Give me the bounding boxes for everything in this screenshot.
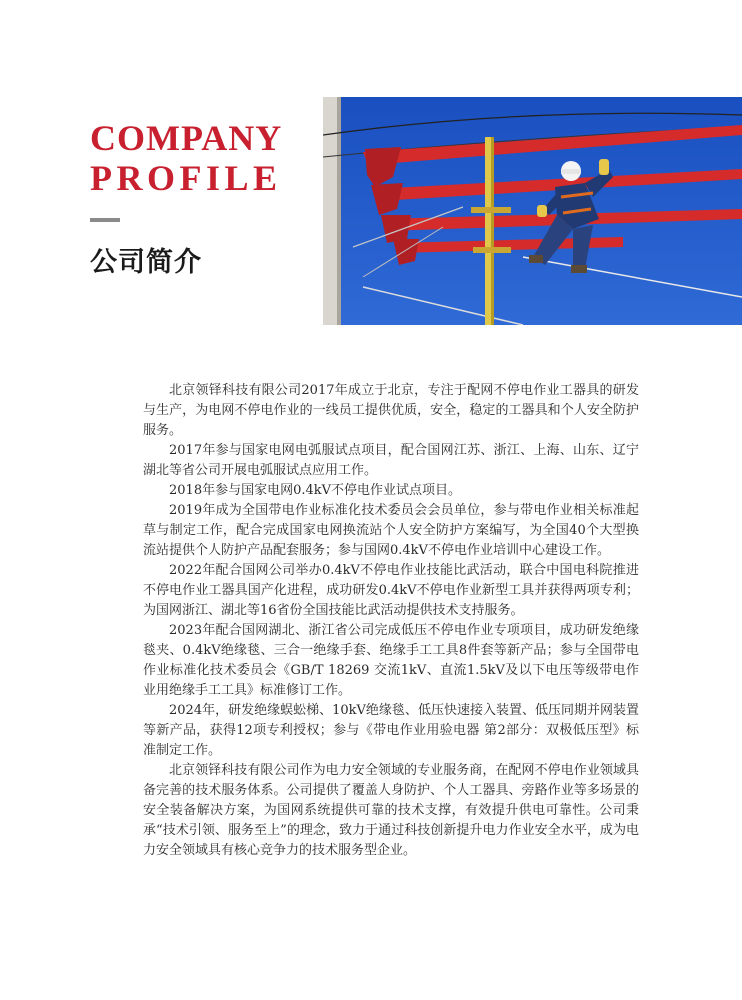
page-subtitle: 公司简介 <box>90 247 202 278</box>
concrete-pole <box>323 97 337 325</box>
title-divider <box>90 218 120 222</box>
paragraph: 2023年配合国网湖北、浙江省公司完成低压不停电作业专项项目，成功研发绝缘毯夹、0.4kV绝缘毯、三合一绝缘手套、绝缘手工工具8件套等新产品；参与全国带电作业标准化技术委员会《GB/T 18269 交流1kV、直流1.5kV及以下电压等级带电作业用绝缘手工工具》标准修订工作。 <box>143 623 639 698</box>
paragraph: 2017年参与国家电网电弧服试点项目，配合国网江苏、浙江、上海、山东、辽宁湖北等省公司开展电弧服试点应用工作。 <box>143 443 639 478</box>
title-company: COMPANY <box>90 118 283 158</box>
paragraph: 2022年配合国网公司举办0.4kV不停电作业技能比武活动，联合中国电科院推进不停电作业工器具国产化进程，成功研发0.4kV不停电作业新型工具并获得两项专利；为国网浙江、湖北等16省份全国技能比武活动提供技术支持服务。 <box>143 563 639 618</box>
title-block <box>90 118 282 279</box>
paragraph: 2019年成为全国带电作业标准化技术委员会会员单位，参与带电作业相关标准起草与制定工作，配合完成国家电网换流站个人安全防护方案编写，为全国40个大型换流站提供个人防护产品配套服务；参与国网0.4kV不停电作业培训中心建设工作。 <box>143 503 639 558</box>
paragraph: 北京领铎科技有限公司2017年成立于北京，专注于配网不停电作业工器具的研发与生产，为电网不停电作业的一线员工提供优质，安全，稳定的工器具和个人安全防护服务。 <box>143 383 639 438</box>
paragraph: 2024年，研发绝缘蜈蚣梯、10kV绝缘毯、低压快速接入装置、低压同期并网装置等新产品，获得12项专利授权；参与《带电作业用验电器 第2部分：双极低压型》标准制定工作。 <box>143 703 639 758</box>
lineworker-photo <box>323 97 742 325</box>
company-description <box>143 381 639 861</box>
paragraph: 2018年参与国家电网0.4kV不停电作业试点项目。 <box>169 483 462 498</box>
paragraph: 北京领铎科技有限公司作为电力安全领域的专业服务商，在配网不停电作业领域具备完善的技术服务体系。公司提供了覆盖人身防护、个人工器具、旁路作业等多场景的安全装备解决方案，为国网系统提供可靠的技术支撑，有效提升供电可靠性。公司秉承“技术引领、服务至上”的理念，致力于通过科技创新提升电力作业安全水平，成为电力安全领域具有核心竞争力的技术服务型企业。 <box>143 763 639 858</box>
title-profile: PROFILE <box>90 158 282 198</box>
